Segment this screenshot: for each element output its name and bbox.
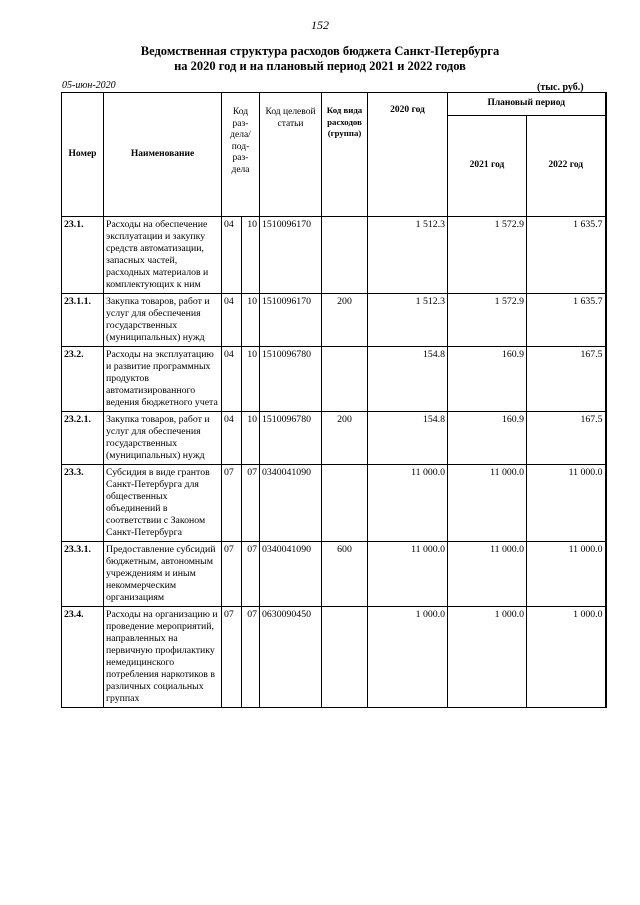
row-value-2020: 154.8 [368,347,448,412]
row-name: Расходы на обеспечение эксплуатации и закупку средств автоматизации, запасных частей, расходных материалов и комплектующих к ним [104,217,222,294]
row-number: 23.2. [62,347,104,412]
document-date: 05-июн-2020 [62,80,116,91]
table-body [62,217,606,708]
row-value-2021: 160.9 [448,412,527,465]
title-line-2: на 2020 год и на плановый период 2021 и 2022 годов [174,59,466,73]
row-value-2022: 1 635.7 [527,217,606,294]
row-name: Расходы на эксплуатацию и развитие программных продуктов автоматизированного ведения бюджетного учета [104,347,222,412]
row-expense-type [322,347,368,412]
row-name: Субсидия в виде грантов Санкт-Петербурга для общественных объединений в соответствии с Законом Санкт-Петербурга [104,465,222,542]
row-value-2022: 1 635.7 [527,294,606,347]
header-row-1 [62,93,606,116]
row-value-2022: 11 000.0 [527,465,606,542]
row-section-code: 04 [222,347,242,412]
row-subsection-code: 10 [242,412,260,465]
row-number: 23.1. [62,217,104,294]
row-name: Закупка товаров, работ и услуг для обеспечения государственных (муниципальных) нужд [104,294,222,347]
table-row [62,217,606,294]
header-target: Код целевой статьи [260,93,322,217]
row-number: 23.4. [62,607,104,708]
row-expense-type [322,465,368,542]
row-number: 23.3. [62,465,104,542]
row-expense-type [322,217,368,294]
row-value-2020: 11 000.0 [368,542,448,607]
row-subsection-code: 07 [242,465,260,542]
row-expense-type [322,607,368,708]
row-value-2021: 1 572.9 [448,217,527,294]
row-value-2020: 11 000.0 [368,465,448,542]
row-target-code: 0340041090 [260,465,322,542]
table-row [62,465,606,542]
row-target-code: 0630090450 [260,607,322,708]
row-number: 23.1.1. [62,294,104,347]
table-row [62,542,606,607]
row-name: Предоставление субсидий бюджетным, автономным учреждениям и иным некоммерческим организациям [104,542,222,607]
row-section-code: 07 [222,465,242,542]
row-target-code: 1510096780 [260,347,322,412]
header-expense-type: Код вида расходов (группа) [322,93,368,217]
row-name: Расходы на организацию и проведение мероприятий, направленных на первичную профилактику немедицинского потребления наркотиков в различных социальных группах [104,607,222,708]
row-subsection-code: 10 [242,217,260,294]
header-name: Наименование [104,93,222,217]
header-planned-period: Плановый период [448,93,606,116]
row-value-2021: 160.9 [448,347,527,412]
table-row [62,347,606,412]
document-title [0,44,640,74]
row-subsection-code: 07 [242,607,260,708]
row-expense-type: 600 [322,542,368,607]
row-target-code: 1510096170 [260,294,322,347]
row-value-2021: 1 000.0 [448,607,527,708]
row-value-2020: 1 512.3 [368,294,448,347]
row-value-2020: 1 512.3 [368,217,448,294]
header-2020: 2020 год [368,93,448,217]
title-line-1: Ведомственная структура расходов бюджета Санкт-Петербурга [140,44,500,58]
header-number: Номер [62,93,104,217]
row-section-code: 04 [222,412,242,465]
row-name: Закупка товаров, работ и услуг для обеспечения государственных (муниципальных) нужд [104,412,222,465]
table-row [62,412,606,465]
row-section-code: 04 [222,294,242,347]
row-subsection-code: 07 [242,542,260,607]
row-section-code: 07 [222,607,242,708]
row-subsection-code: 10 [242,294,260,347]
row-value-2020: 154.8 [368,412,448,465]
budget-table [61,92,607,708]
row-target-code: 1510096780 [260,412,322,465]
row-value-2020: 1 000.0 [368,607,448,708]
table-row [62,294,606,347]
row-section-code: 04 [222,217,242,294]
page-number: 152 [311,18,329,32]
header-2022: 2022 год [527,116,606,217]
table-row [62,607,606,708]
row-target-code: 0340041090 [260,542,322,607]
header-section: Код раз-дела/ под-раз-дела [222,93,260,217]
row-subsection-code: 10 [242,347,260,412]
row-number: 23.3.1. [62,542,104,607]
row-expense-type: 200 [322,412,368,465]
row-target-code: 1510096170 [260,217,322,294]
row-value-2021: 11 000.0 [448,542,527,607]
row-value-2021: 1 572.9 [448,294,527,347]
row-value-2022: 11 000.0 [527,542,606,607]
row-value-2022: 1 000.0 [527,607,606,708]
row-number: 23.2.1. [62,412,104,465]
row-expense-type: 200 [322,294,368,347]
row-value-2021: 11 000.0 [448,465,527,542]
row-value-2022: 167.5 [527,347,606,412]
header-2021: 2021 год [448,116,527,217]
row-section-code: 07 [222,542,242,607]
row-value-2022: 167.5 [527,412,606,465]
units-label: (тыс. руб.) [537,82,584,93]
